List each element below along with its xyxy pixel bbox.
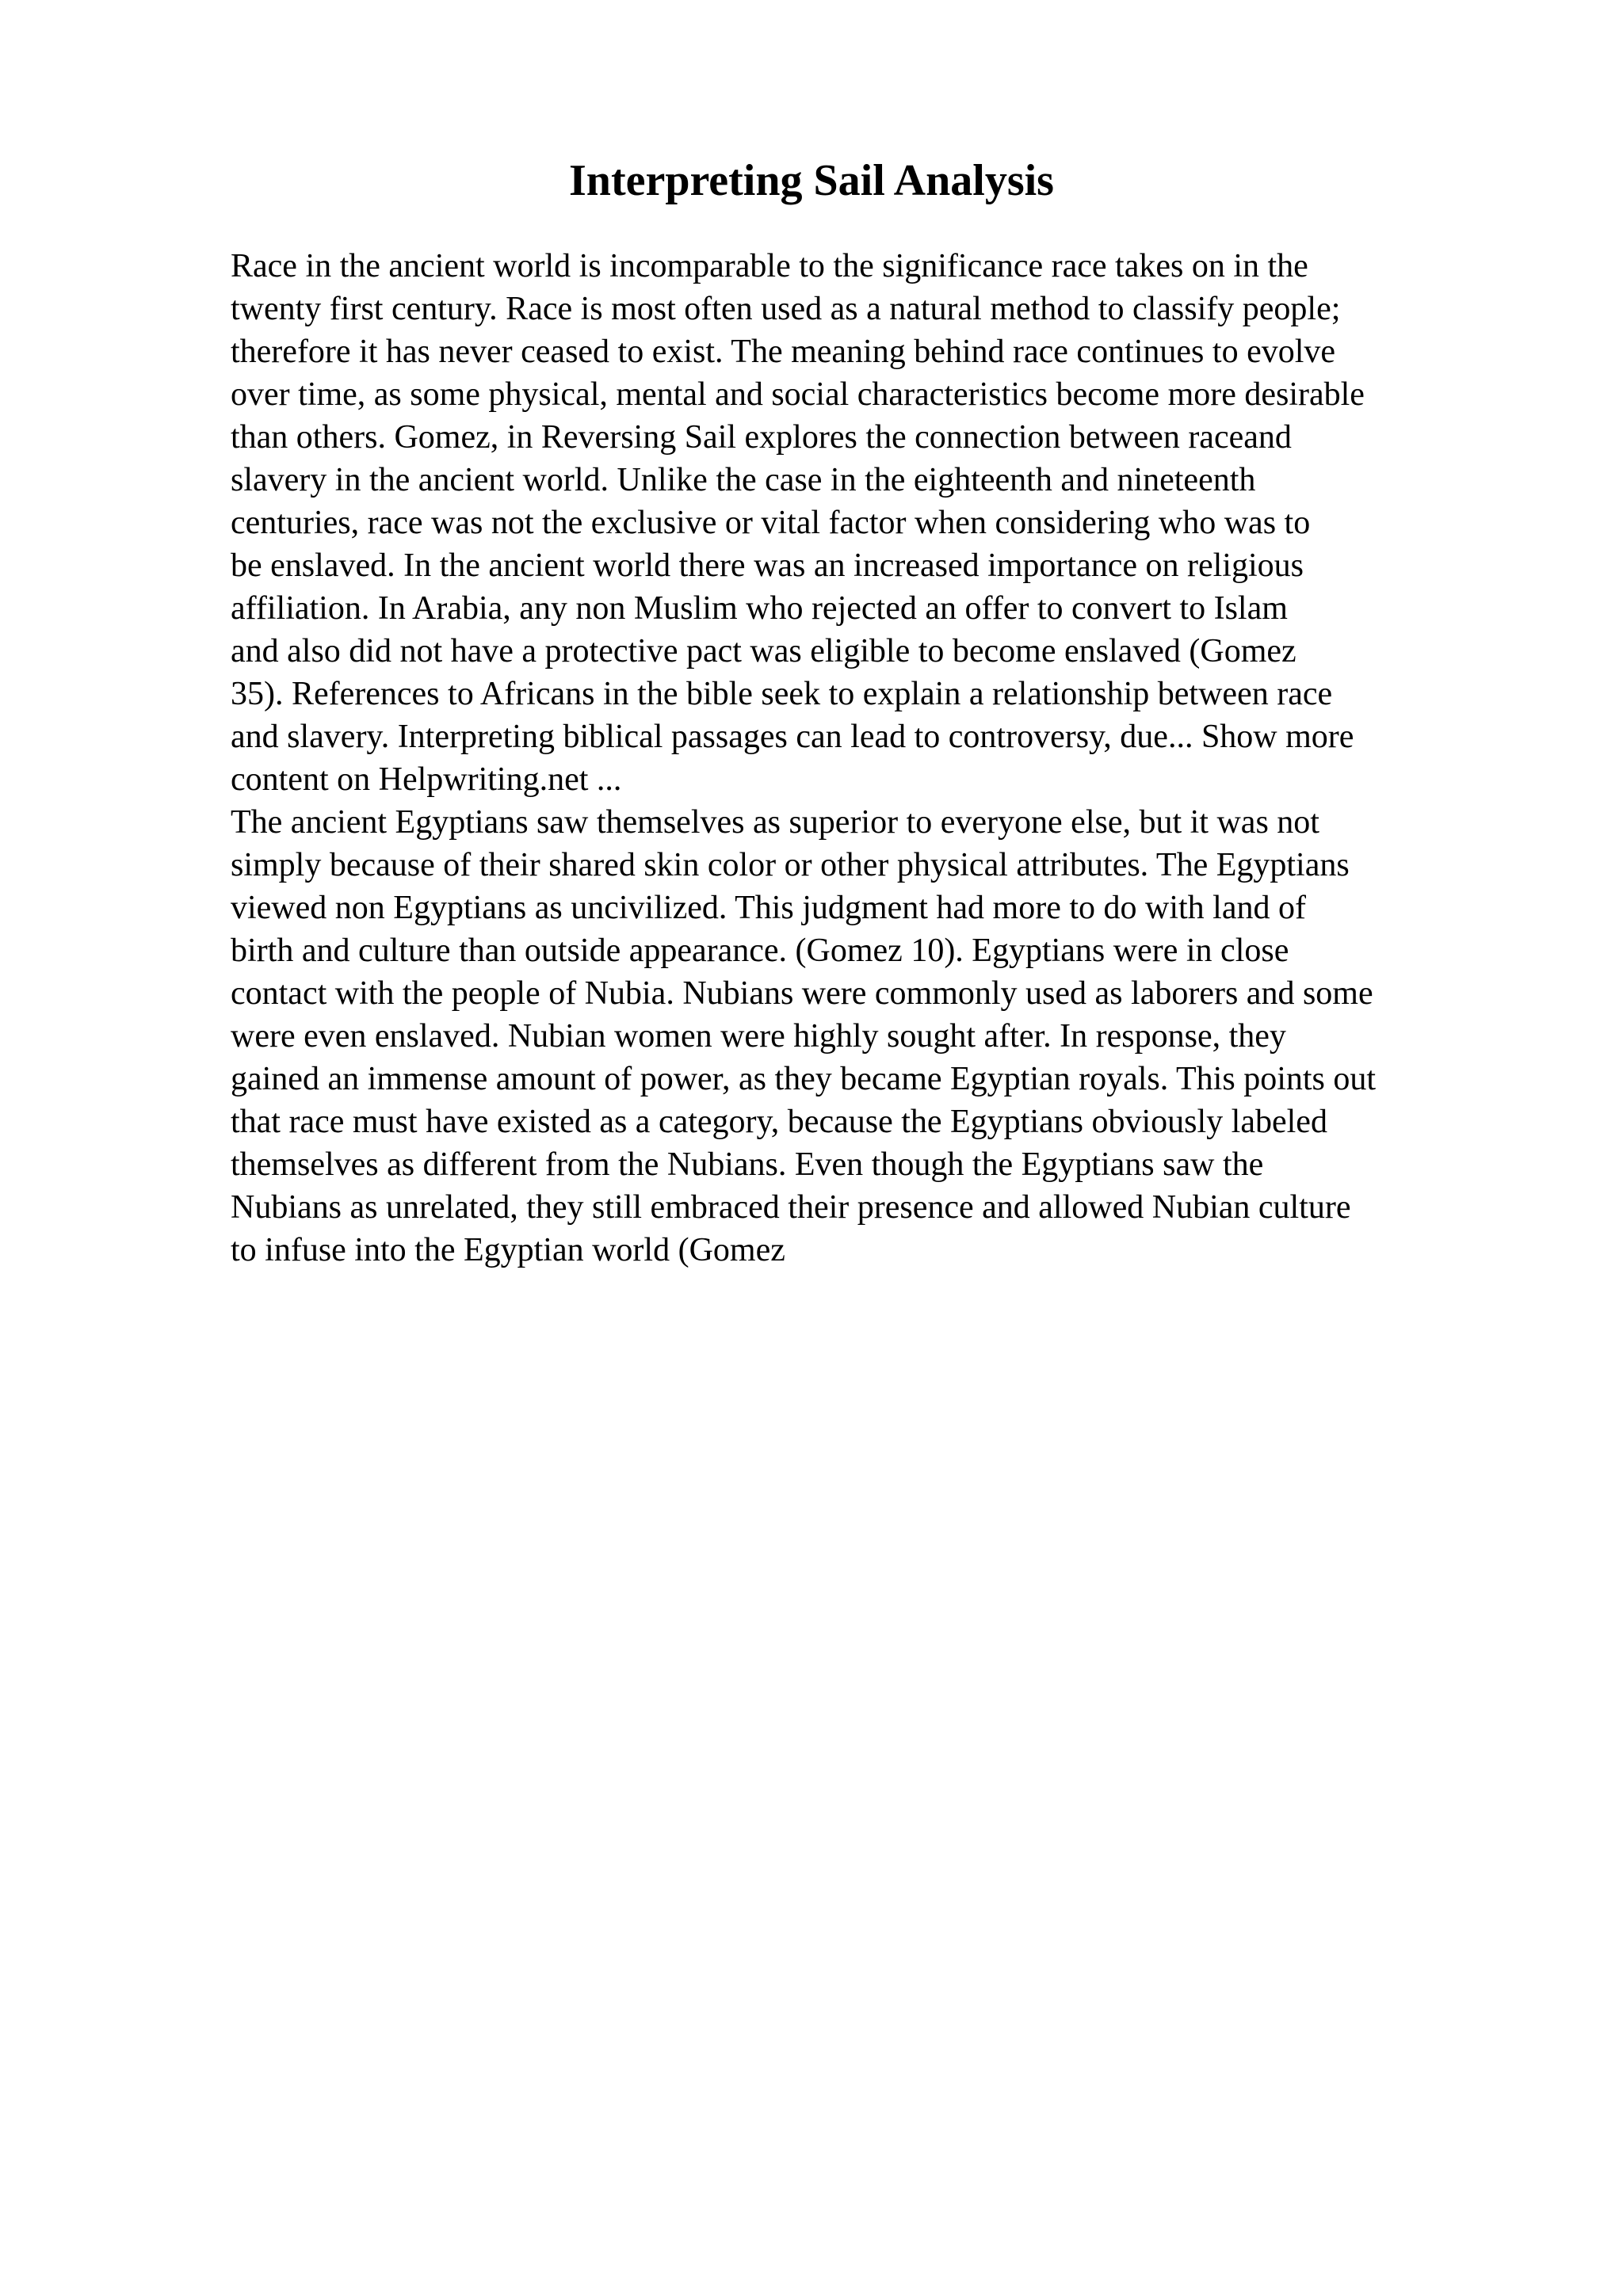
body-line: 35). References to Africans in the bible seek to explain a relationship between race bbox=[231, 676, 1333, 712]
body-line: twenty first century. Race is most often used as a natural method to classify people; bbox=[231, 291, 1341, 327]
body-line: content on Helpwriting.net ... bbox=[231, 761, 622, 798]
body-line: than others. Gomez, in Reversing Sail explores the connection between raceand bbox=[231, 419, 1292, 456]
body-line: themselves as different from the Nubians. Even though the Egyptians saw the bbox=[231, 1146, 1264, 1183]
body-line: were even enslaved. Nubian women were highly sought after. In response, they bbox=[231, 1018, 1286, 1055]
body-line: slavery in the ancient world. Unlike the case in the eighteenth and nineteenth bbox=[231, 462, 1256, 498]
body-line: birth and culture than outside appearance. (Gomez 10). Egyptians were in close bbox=[231, 933, 1289, 969]
body-line: Nubians as unrelated, they still embraced their presence and allowed Nubian culture bbox=[231, 1189, 1351, 1226]
body-line: and also did not have a protective pact was eligible to become enslaved (Gomez bbox=[231, 633, 1296, 669]
body-line: to infuse into the Egyptian world (Gomez bbox=[231, 1232, 785, 1268]
body-line: Race in the ancient world is incomparable to the significance race takes on in the bbox=[231, 248, 1308, 284]
document-title: Interpreting Sail Analysis bbox=[569, 156, 1054, 205]
body-line: be enslaved. In the ancient world there was an increased importance on religious bbox=[231, 547, 1304, 584]
body-line: viewed non Egyptians as uncivilized. This judgment had more to do with land of bbox=[231, 890, 1306, 926]
document-body bbox=[231, 245, 1499, 1272]
body-line: therefore it has never ceased to exist. The meaning behind race continues to evolve bbox=[231, 334, 1336, 370]
body-line: simply because of their shared skin color or other physical attributes. The Egyptians bbox=[231, 847, 1350, 883]
body-line: that race must have existed as a category, because the Egyptians obviously labeled bbox=[231, 1104, 1327, 1140]
body-line: gained an immense amount of power, as they became Egyptian royals. This points out bbox=[231, 1061, 1377, 1097]
body-line: over time, as some physical, mental and social characteristics become more desirable bbox=[231, 376, 1365, 413]
body-line: and slavery. Interpreting biblical passages can lead to controversy, due... Show more bbox=[231, 719, 1354, 755]
body-line: centuries, race was not the exclusive or vital factor when considering who was to bbox=[231, 505, 1311, 541]
body-line: contact with the people of Nubia. Nubians were commonly used as laborers and some bbox=[231, 975, 1373, 1012]
body-line: affiliation. In Arabia, any non Muslim who rejected an offer to convert to Islam bbox=[231, 590, 1288, 627]
body-line: The ancient Egyptians saw themselves as superior to everyone else, but it was not bbox=[231, 804, 1319, 841]
